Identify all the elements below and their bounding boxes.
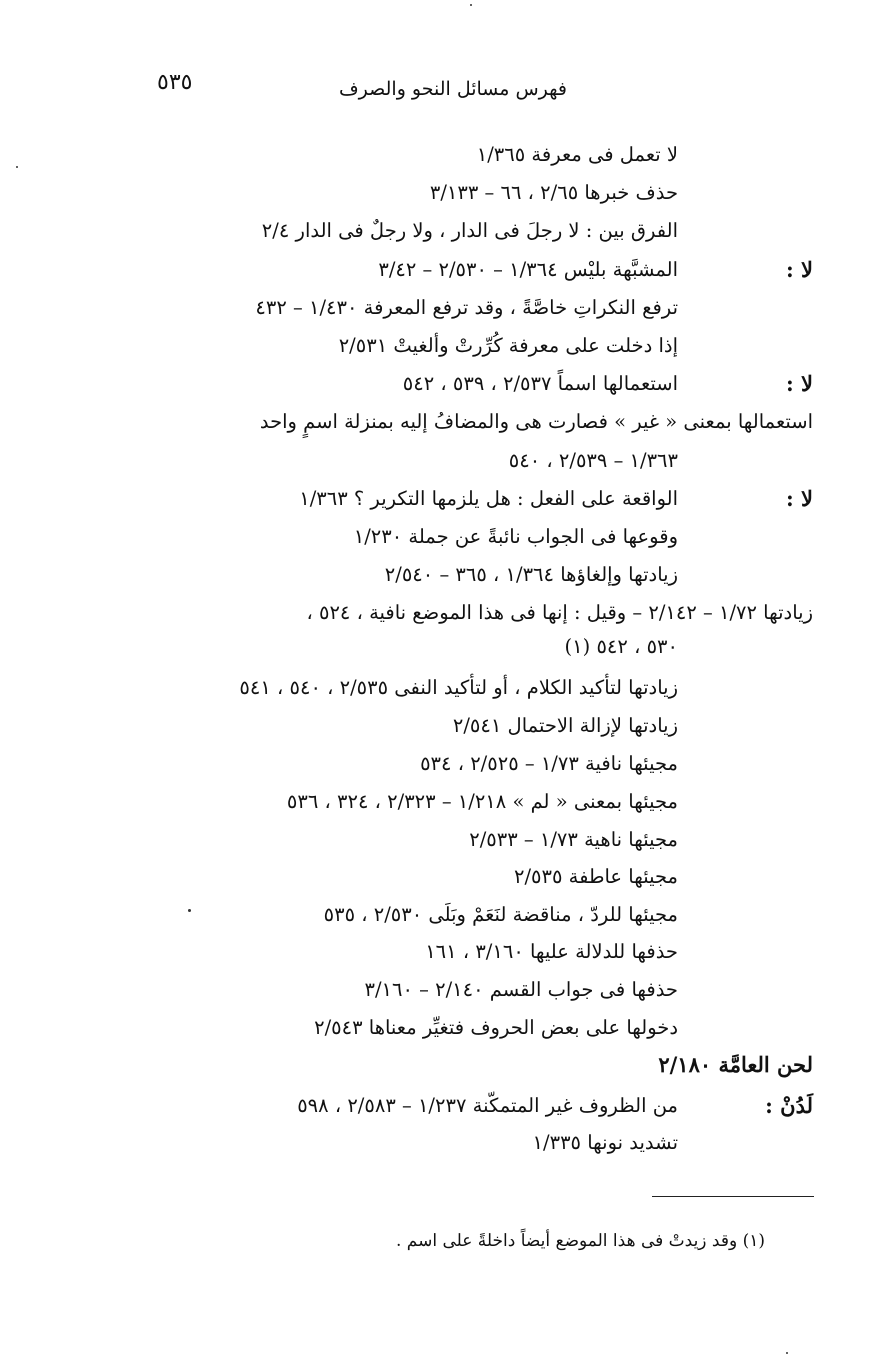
scan-speck	[470, 4, 472, 6]
index-line: لا تعمل فى معرفة ١/٣٦٥	[476, 143, 678, 166]
index-line: زيادتها وإلغاؤها ١/٣٦٤ ، ٣٦٥ – ٢/٥٤٠	[384, 563, 678, 586]
page-number: ٥٣٥	[157, 70, 193, 95]
index-line: ٥٣٠ ، ٥٤٢ (١)	[564, 635, 678, 658]
index-line: زيادتها لتأكيد الكلام ، أو لتأكيد النفى ٢/٥٣٥ ، ٥٤٠ ، ٥٤١	[239, 676, 678, 699]
index-line: زيادتها ١/٧٢ – ٢/١٤٢ – وقيل : إنها فى هذا الموضع نافية ، ٥٢٤ ،	[306, 601, 813, 624]
index-line: مجيئها بمعنى « لم » ١/٢١٨ – ٢/٣٢٣ ، ٣٢٤ ، ٥٣٦	[286, 790, 678, 813]
index-line: المشبَّهة بليْس ١/٣٦٤ – ٢/٥٣٠ – ٣/٤٢	[378, 258, 678, 281]
scan-speck	[188, 909, 191, 912]
index-line: الواقعة على الفعل : هل يلزمها التكرير ؟ ١/٣٦٣	[299, 487, 678, 510]
index-line: ترفع النكراتِ خاصَّةً ، وقد ترفع المعرفة ١/٤٣٠ – ٤٣٢	[255, 296, 678, 319]
index-line: الفرق بين : لا رجلَ فى الدار ، ولا رجلٌ فى الدار ٢/٤	[261, 219, 678, 242]
index-line: تشديد نونها ١/٣٣٥	[532, 1131, 678, 1154]
index-line: دخولها على بعض الحروف فتغيِّر معناها ٢/٥٤٣	[314, 1016, 678, 1039]
index-line: مجيئها نافية ١/٧٣ – ٢/٥٢٥ ، ٥٣٤	[420, 752, 678, 775]
entry-head: لا :	[785, 257, 813, 282]
entry-head: لا :	[785, 486, 813, 511]
index-line: مجيئها للردّ ، مناقضة لنَعَمْ وبَلَى ٢/٥٣٠ ، ٥٣٥	[323, 903, 678, 926]
running-title: فهرس مسائل النحو والصرف	[338, 78, 567, 100]
index-line: حذفها فى جواب القسم ٢/١٤٠ – ٣/١٦٠	[364, 978, 678, 1001]
entry-head: لحن العامَّة ٢/١٨٠	[658, 1052, 813, 1077]
footnote: (١) وقد زيدتْ فى هذا الموضع أيضاً داخلةً على اسم .	[395, 1231, 765, 1251]
index-line: استعمالها بمعنى « غير » فصارت هى والمضافُ إليه بمنزلة اسمٍ واحد	[259, 410, 813, 433]
entry-head: لَدُنْ :	[765, 1093, 813, 1118]
index-line: ١/٣٦٣ – ٢/٥٣٩ ، ٥٤٠	[508, 449, 678, 472]
index-line: زيادتها لإزالة الاحتمال ٢/٥٤١	[452, 714, 678, 737]
index-line: إذا دخلت على معرفة كُرِّرتْ وألغيتْ ٢/٥٣١	[338, 334, 678, 357]
scan-speck	[16, 166, 18, 168]
index-line: مجيئها عاطفة ٢/٥٣٥	[513, 865, 678, 888]
scan-speck	[786, 1352, 788, 1354]
index-line: استعمالها اسماً ٢/٥٣٧ ، ٥٣٩ ، ٥٤٢	[402, 372, 678, 395]
index-line: حذف خبرها ٢/٦٥ ، ٦٦ – ٣/١٣٣	[429, 181, 678, 204]
index-line: وقوعها فى الجواب نائبةً عن جملة ١/٢٣٠	[353, 525, 678, 548]
index-line: من الظروف غير المتمكّنة ١/٢٣٧ – ٢/٥٨٣ ، ٥٩٨	[297, 1094, 678, 1117]
index-line: مجيئها ناهية ١/٧٣ – ٢/٥٣٣	[469, 828, 678, 851]
footnote-divider	[652, 1196, 814, 1197]
entry-head: لا :	[785, 371, 813, 396]
index-line: حذفها للدلالة عليها ٣/١٦٠ ، ١٦١	[425, 940, 678, 963]
